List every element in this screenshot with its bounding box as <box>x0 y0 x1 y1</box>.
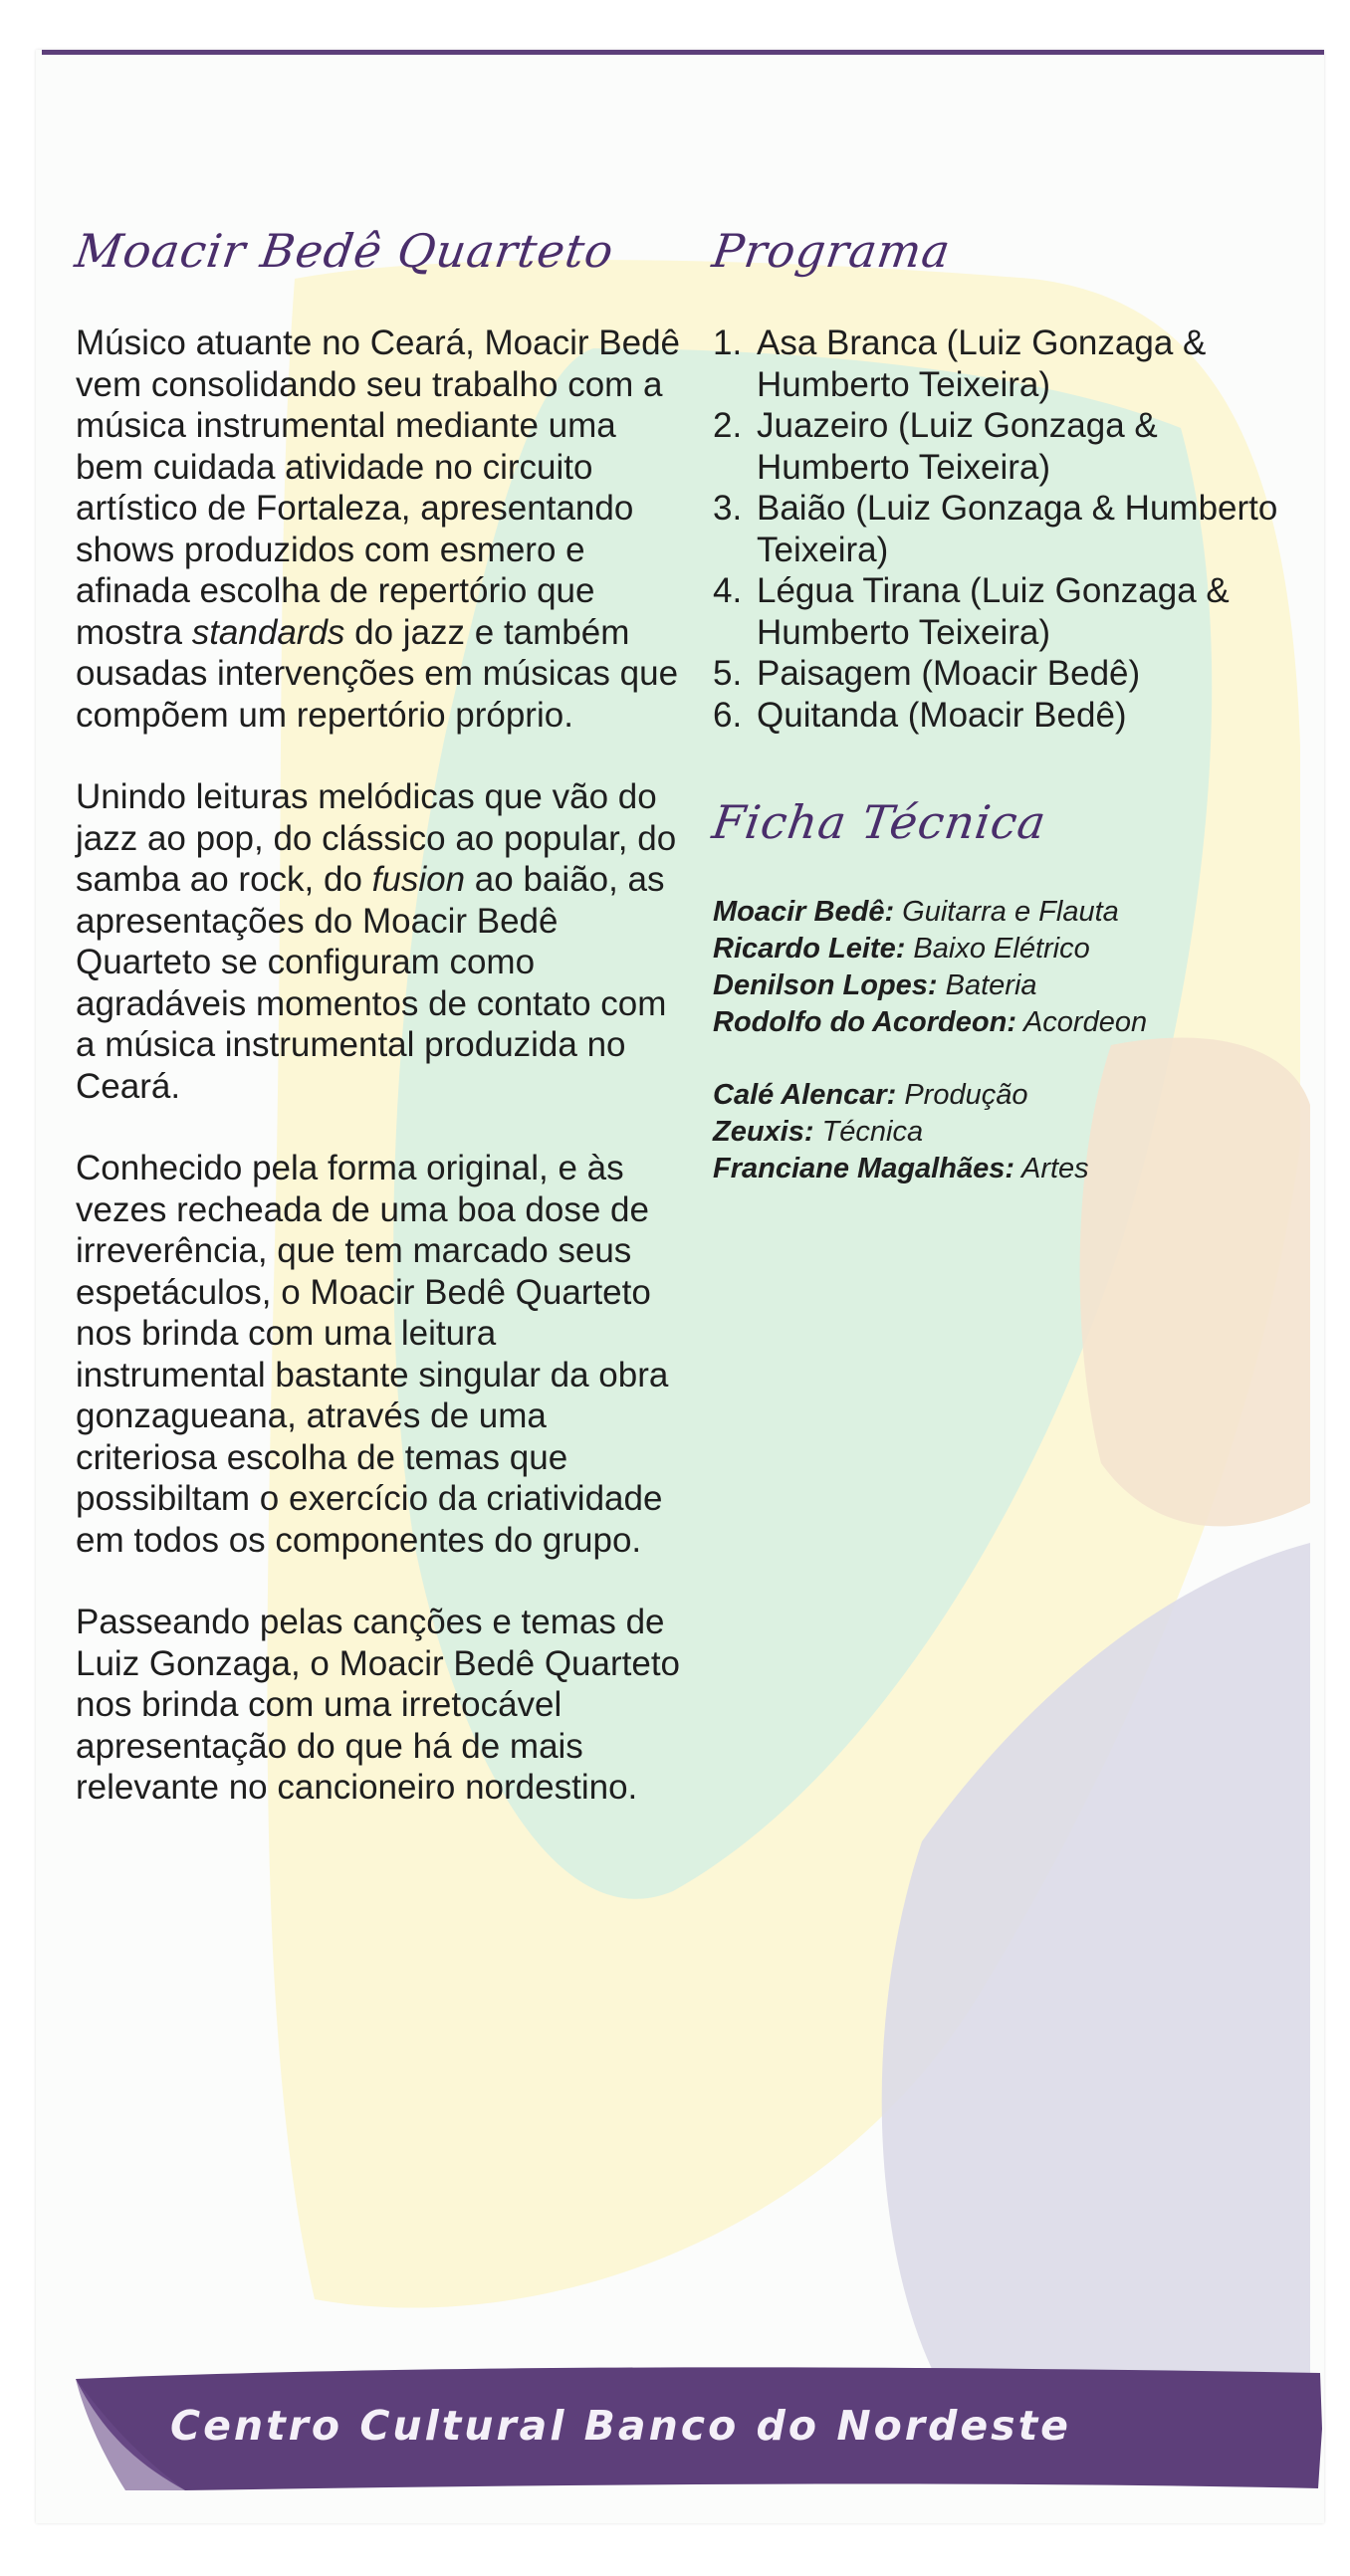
programa-item: 1. Asa Branca (Luiz Gonzaga & Humberto Teixeira) <box>713 323 1207 404</box>
credit-line: Ricardo Leite: Baixo Elétrico <box>713 933 1090 965</box>
programa-item: 4. Légua Tirana (Luiz Gonzaga & Humberto Teixeira) <box>713 571 1230 652</box>
right-column <box>709 224 1310 1223</box>
bio-paragraph-4: Passeando pelas canções e temas de Luiz Gonzaga, o Moacir Bedê Quarteto nos brinda com uma irretocável apresentação do que há de mais relevante no cancioneiro nordestino. <box>76 1603 681 1807</box>
programa-item: 3. Baião (Luiz Gonzaga & Humberto Teixeira) <box>713 489 1278 569</box>
bio-paragraph-3: Conhecido pela forma original, e às vezes recheada de uma boa dose de irreverência, que tem marcado seus espetáculos, o Moacir Bedê Quarteto nos brinda com uma leitura instrumental bastante singular da obra gonzagueana, através de uma criteriosa escolha de temas que possibiltam o exercício da criatividade em todos os componentes do grupo. <box>76 1149 669 1560</box>
credit-line: Moacir Bedê: Guitarra e Flauta <box>713 896 1119 928</box>
program-sheet <box>36 50 1324 2523</box>
programa-item: 5. Paisagem (Moacir Bedê) <box>713 654 1141 693</box>
credit-line: Rodolfo do Acordeon: Acordeon <box>713 1006 1148 1038</box>
left-column <box>72 224 683 1849</box>
ficha-tecnica-title: Ficha Técnica <box>709 795 1050 849</box>
credit-line: Zeuxis: Técnica <box>713 1116 924 1148</box>
banner-title: Centro Cultural Banco do Nordeste <box>170 2402 1071 2450</box>
bio-paragraph-1: Músico atuante no Ceará, Moacir Bedê vem consolidando seu trabalho com a música instrumental mediante uma bem cuidada atividade no circuito artístico de Fortaleza, apresentando shows produzidos com esmero e afinada escolha de repertório que mostra standards do jazz e também ousadas intervenções em músicas que compõem um repertório próprio. <box>76 323 680 735</box>
programa-item: 2. Juazeiro (Luiz Gonzaga & Humberto Teixeira) <box>713 406 1158 487</box>
credit-line: Calé Alencar: Produção <box>713 1079 1028 1111</box>
quartet-title: Moacir Bedê Quarteto <box>72 224 618 278</box>
credit-line: Franciane Magalhães: Artes <box>713 1153 1089 1184</box>
programa-title: Programa <box>709 224 955 278</box>
credit-line: Denilson Lopes: Bateria <box>713 969 1037 1001</box>
musicians-credits <box>713 894 1310 1041</box>
programa-item: 6. Quitanda (Moacir Bedê) <box>713 695 1127 735</box>
bio-paragraph-2: Unindo leituras melódicas que vão do jazz ao pop, do clássico ao popular, do samba ao rock, do fusion ao baião, as apresentações do Moacir Bedê Quarteto se configuram como agradáveis momentos de contato com a música instrumental produzida no Ceará. <box>76 777 677 1106</box>
crew-credits <box>713 1077 1310 1187</box>
programa-list <box>713 322 1310 736</box>
